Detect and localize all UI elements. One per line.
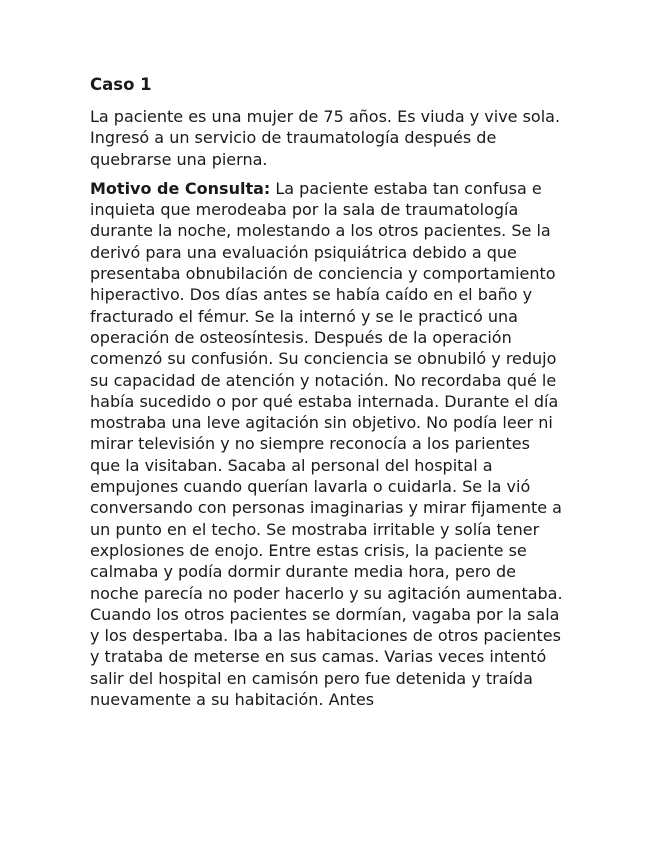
consultation-text: La paciente estaba tan confusa e inquieta que merodeaba por la sala de traumatología durante la noche, molestando a los otros pacientes. Se la derivó para una evaluación psiquiátrica debido a que presentaba obnubilación de conciencia y comportamiento hiperactivo. Dos días antes se había caído en el baño y fracturado el fémur. Se la internó y se le practicó una operación de osteosíntesis. Después de la operación comenzó su confusión. Su conciencia se obnubiló y redujo su capacidad de atención y notación. No recordaba qué le había sucedido o por qué estaba internada. Durante el día mostraba una leve agitación sin objetivo. No podía leer ni mirar televisión y no siempre reconocía a los parientes que la visitaban. Sacaba al personal del hospital a empujones cuando querían lavarla o cuidarla. Se la vió conversando con personas imaginarias y mirar fijamente a un punto en el techo. Se mostraba irritable y solía tener explosiones de enojo. Entre estas crisis, la paciente se calmaba y podía dormir durante media hora, pero de noche parecía no poder hacerlo y su agitación aumentaba. Cuando los otros pacientes se dormían, vagaba por la sala y los despertaba. Iba a las habitaciones de otros pacientes y trataba de meterse en sus camas. Varias veces intentó salir del hospital en camisón pero fue detenida y traída nuevamente a su habitación. Antes [90, 178, 563, 710]
intro-paragraph: La paciente es una mujer de 75 años. Es viuda y vive sola. Ingresó a un servicio de traumatología después de quebrarse una pierna. [90, 107, 561, 169]
case-title: Caso 1 [90, 75, 152, 94]
document-content [90, 74, 565, 710]
consultation-paragraph [90, 178, 565, 710]
consultation-label: Motivo de Consulta: [90, 178, 271, 198]
